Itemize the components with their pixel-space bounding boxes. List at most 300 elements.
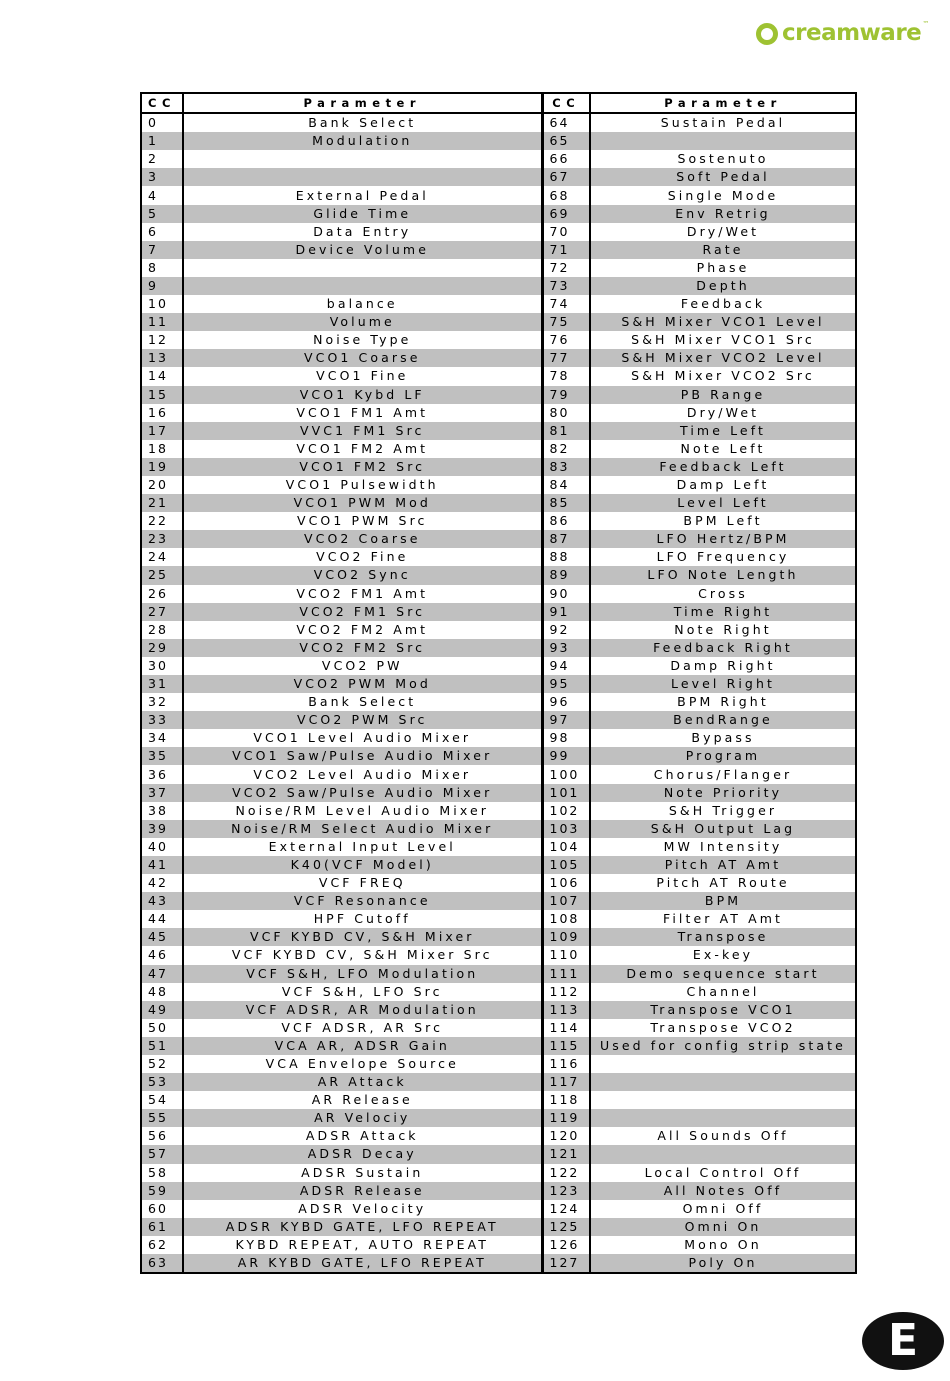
table-row bbox=[141, 186, 856, 204]
cc-number-left: 10 bbox=[141, 295, 183, 313]
parameter-left: ADSR KYBD GATE, LFO REPEAT bbox=[183, 1218, 542, 1236]
cc-number-right: 106 bbox=[542, 874, 590, 892]
parameter-right: Env Retrig bbox=[590, 205, 856, 223]
cc-number-left: 54 bbox=[141, 1091, 183, 1109]
parameter-right: Note Left bbox=[680, 440, 766, 456]
cc-number-left: 11 bbox=[141, 313, 183, 331]
cc-number-left: 7 bbox=[141, 241, 183, 259]
table-row bbox=[141, 639, 856, 657]
parameter-right: PB Range bbox=[590, 386, 856, 404]
cc-number-right: 66 bbox=[542, 150, 590, 168]
cc-number-left: 3 bbox=[141, 168, 183, 186]
table-row bbox=[141, 1182, 856, 1200]
cc-number-left: 55 bbox=[141, 1109, 183, 1127]
header-cc-right: CC bbox=[542, 93, 590, 113]
cc-number-right: 93 bbox=[542, 639, 590, 657]
parameter-left: VCF FREQ bbox=[183, 874, 542, 892]
cc-number-right: 97 bbox=[542, 711, 590, 729]
parameter-right: Bypass bbox=[691, 730, 755, 746]
cc-number-right: 75 bbox=[542, 313, 590, 331]
table-row bbox=[141, 548, 856, 566]
table-row bbox=[141, 838, 856, 856]
cc-number-right: 81 bbox=[542, 422, 590, 440]
parameter-left: VCO2 Level Audio Mixer bbox=[183, 765, 542, 783]
parameter-left: AR KYBD GATE, LFO REPEAT bbox=[183, 1254, 542, 1273]
cc-number-left: 63 bbox=[141, 1254, 183, 1273]
table-row bbox=[141, 1200, 856, 1218]
cc-number-right: 80 bbox=[542, 404, 590, 422]
parameter-left: ADSR Release bbox=[183, 1182, 542, 1200]
midi-cc-table bbox=[140, 92, 857, 1274]
table-row bbox=[141, 386, 856, 404]
cc-number-left: 6 bbox=[141, 223, 183, 241]
parameter-right bbox=[590, 1109, 856, 1127]
parameter-left: VCO1 Pulsewidth bbox=[183, 476, 542, 494]
header-parameter-left: Parameter bbox=[183, 93, 542, 113]
cc-number-right: 103 bbox=[542, 820, 590, 838]
table-row bbox=[141, 512, 856, 530]
parameter-left: Device Volume bbox=[183, 241, 542, 259]
parameter-right: Soft Pedal bbox=[590, 168, 856, 186]
table-row bbox=[141, 1055, 856, 1073]
cc-number-right: 86 bbox=[542, 512, 590, 530]
table-row bbox=[141, 1091, 856, 1109]
table-row bbox=[141, 1254, 856, 1273]
parameter-left: VCO2 Saw/Pulse Audio Mixer bbox=[183, 784, 542, 802]
cc-number-left: 2 bbox=[141, 150, 183, 168]
cc-number-right: 95 bbox=[542, 675, 590, 693]
cc-number-right: 107 bbox=[542, 892, 590, 910]
cc-number-right: 108 bbox=[542, 910, 590, 928]
cc-number-right: 119 bbox=[542, 1109, 590, 1127]
parameter-left: Glide Time bbox=[183, 205, 542, 223]
table-row bbox=[141, 874, 856, 892]
parameter-left: Data Entry bbox=[183, 223, 542, 241]
cc-number-right: 109 bbox=[542, 928, 590, 946]
table-row bbox=[141, 476, 856, 494]
table-row bbox=[141, 928, 856, 946]
table-row bbox=[141, 856, 856, 874]
cc-number-left: 34 bbox=[141, 729, 183, 747]
cc-number-left: 49 bbox=[141, 1001, 183, 1019]
parameter-left: Bank Select bbox=[183, 693, 542, 711]
parameter-left: VCO2 PWM Mod bbox=[183, 675, 542, 693]
cc-number-right: 68 bbox=[542, 186, 590, 204]
parameter-right: Ex-key bbox=[692, 947, 754, 963]
parameter-left: VCO1 FM2 Amt bbox=[183, 440, 542, 458]
table-row bbox=[141, 113, 856, 132]
parameter-left: VCO2 FM2 Amt bbox=[183, 621, 542, 639]
parameter-right: Depth bbox=[590, 277, 856, 295]
parameter-left bbox=[183, 277, 542, 295]
cc-number-right: 104 bbox=[542, 838, 590, 856]
parameter-left: Noise/RM Level Audio Mixer bbox=[183, 802, 542, 820]
parameter-left: VCF S&H, LFO Src bbox=[183, 983, 542, 1001]
cc-number-left: 52 bbox=[141, 1055, 183, 1073]
parameter-right: Damp Right bbox=[670, 657, 776, 673]
cc-number-right: 124 bbox=[542, 1200, 590, 1218]
table-row bbox=[141, 458, 856, 476]
parameter-right: Sostenuto bbox=[677, 151, 769, 167]
cc-number-right: 84 bbox=[542, 476, 590, 494]
table-row bbox=[141, 1164, 856, 1182]
cc-number-right: 105 bbox=[542, 856, 590, 874]
parameter-right: Local Control Off bbox=[644, 1164, 802, 1180]
table-row bbox=[141, 711, 856, 729]
parameter-left: VCO2 Sync bbox=[183, 566, 542, 584]
cc-number-right: 82 bbox=[542, 440, 590, 458]
parameter-left: VCF Resonance bbox=[183, 892, 542, 910]
table-row bbox=[141, 765, 856, 783]
parameter-left: VCF KYBD CV, S&H Mixer Src bbox=[183, 946, 542, 964]
cc-number-left: 15 bbox=[141, 386, 183, 404]
table-row bbox=[141, 132, 856, 150]
table-row bbox=[141, 983, 856, 1001]
cc-number-right: 111 bbox=[542, 965, 590, 983]
table-row bbox=[141, 277, 856, 295]
parameter-right: LFO Frequency bbox=[656, 549, 790, 565]
parameter-right: MW Intensity bbox=[663, 838, 783, 854]
parameter-right: Rate bbox=[590, 241, 856, 259]
cc-number-left: 5 bbox=[141, 205, 183, 223]
cc-number-left: 61 bbox=[141, 1218, 183, 1236]
language-badge: E bbox=[862, 1312, 944, 1370]
cc-number-left: 21 bbox=[141, 494, 183, 512]
header-parameter-right: Parameter bbox=[590, 93, 856, 113]
parameter-right: Chorus/Flanger bbox=[653, 766, 793, 782]
parameter-left: VCO2 PW bbox=[183, 657, 542, 675]
table-row bbox=[141, 892, 856, 910]
parameter-left: ADSR Attack bbox=[183, 1127, 542, 1145]
table-row bbox=[141, 1236, 856, 1254]
cc-number-left: 56 bbox=[141, 1127, 183, 1145]
parameter-right: Level Left bbox=[590, 494, 856, 512]
cc-number-left: 14 bbox=[141, 367, 183, 385]
parameter-left: VCO2 PWM Src bbox=[183, 711, 542, 729]
cc-number-left: 46 bbox=[141, 946, 183, 964]
table-row bbox=[141, 150, 856, 168]
cc-number-left: 32 bbox=[141, 693, 183, 711]
parameter-right: LFO Hertz/BPM bbox=[590, 530, 856, 548]
cc-number-left: 29 bbox=[141, 639, 183, 657]
parameter-left: Bank Select bbox=[183, 113, 542, 132]
cc-number-left: 50 bbox=[141, 1019, 183, 1037]
table-row bbox=[141, 603, 856, 621]
cc-number-right: 117 bbox=[542, 1073, 590, 1091]
parameter-right: S&H Mixer VCO1 Level bbox=[590, 313, 856, 331]
cc-number-left: 0 bbox=[141, 113, 183, 132]
cc-number-right: 64 bbox=[542, 113, 590, 132]
parameter-right: BendRange bbox=[590, 711, 856, 729]
cc-number-left: 57 bbox=[141, 1145, 183, 1163]
parameter-left: HPF Cutoff bbox=[183, 910, 542, 928]
cc-number-left: 58 bbox=[141, 1164, 183, 1182]
parameter-left: VVC1 FM1 Src bbox=[183, 422, 542, 440]
parameter-right: Feedback bbox=[680, 296, 766, 312]
cc-number-right: 94 bbox=[542, 657, 590, 675]
parameter-left: VCO2 FM1 Src bbox=[183, 603, 542, 621]
table-row bbox=[141, 946, 856, 964]
parameter-right: Pitch AT Amt bbox=[590, 856, 856, 874]
parameter-right: BPM bbox=[590, 892, 856, 910]
cc-number-left: 13 bbox=[141, 349, 183, 367]
parameter-right: Pitch AT Route bbox=[656, 875, 790, 891]
table-row bbox=[141, 1127, 856, 1145]
cc-number-right: 122 bbox=[542, 1164, 590, 1182]
parameter-left: K40(VCF Model) bbox=[183, 856, 542, 874]
cc-number-right: 100 bbox=[542, 765, 590, 783]
cc-number-left: 51 bbox=[141, 1037, 183, 1055]
parameter-left bbox=[183, 259, 542, 277]
parameter-right: Note Priority bbox=[590, 784, 856, 802]
parameter-left: VCO1 Saw/Pulse Audio Mixer bbox=[183, 747, 542, 765]
cc-number-right: 73 bbox=[542, 277, 590, 295]
parameter-right: Dry/Wet bbox=[686, 223, 760, 239]
cc-number-right: 96 bbox=[542, 693, 590, 711]
parameter-left: VCO2 FM1 Amt bbox=[183, 585, 542, 603]
parameter-right: Demo sequence start bbox=[590, 965, 856, 983]
cc-number-right: 121 bbox=[542, 1145, 590, 1163]
cc-number-right: 115 bbox=[542, 1037, 590, 1055]
table-row bbox=[141, 331, 856, 349]
cc-number-right: 88 bbox=[542, 548, 590, 566]
cc-number-left: 38 bbox=[141, 802, 183, 820]
parameter-right bbox=[590, 1073, 856, 1091]
parameter-right: S&H Trigger bbox=[668, 802, 778, 818]
parameter-right: S&H Mixer VCO2 Level bbox=[590, 349, 856, 367]
cc-number-right: 98 bbox=[542, 729, 590, 747]
parameter-left: KYBD REPEAT, AUTO REPEAT bbox=[183, 1236, 542, 1254]
parameter-left: VCF KYBD CV, S&H Mixer bbox=[183, 928, 542, 946]
cc-number-left: 28 bbox=[141, 621, 183, 639]
table-row bbox=[141, 440, 856, 458]
cc-number-left: 62 bbox=[141, 1236, 183, 1254]
table-body bbox=[141, 113, 856, 1273]
table-row bbox=[141, 422, 856, 440]
parameter-right bbox=[590, 132, 856, 150]
parameter-right: Omni Off bbox=[682, 1200, 764, 1216]
parameter-left: Noise Type bbox=[183, 331, 542, 349]
cc-number-right: 123 bbox=[542, 1182, 590, 1200]
table-row bbox=[141, 404, 856, 422]
cc-number-right: 65 bbox=[542, 132, 590, 150]
cc-number-left: 23 bbox=[141, 530, 183, 548]
parameter-left: VCO1 FM2 Src bbox=[183, 458, 542, 476]
table-row bbox=[141, 349, 856, 367]
parameter-right: BPM Left bbox=[683, 513, 763, 529]
parameter-left: VCF S&H, LFO Modulation bbox=[183, 965, 542, 983]
parameter-left: ADSR Decay bbox=[183, 1145, 542, 1163]
parameter-right: Transpose VCO2 bbox=[650, 1019, 796, 1035]
cc-number-right: 77 bbox=[542, 349, 590, 367]
cc-number-left: 12 bbox=[141, 331, 183, 349]
table-row bbox=[141, 566, 856, 584]
parameter-left: VCO1 PWM Src bbox=[183, 512, 542, 530]
cc-number-right: 69 bbox=[542, 205, 590, 223]
table-row bbox=[141, 621, 856, 639]
parameter-left bbox=[183, 150, 542, 168]
parameter-right: Time Right bbox=[590, 603, 856, 621]
table-row bbox=[141, 367, 856, 385]
cc-number-right: 67 bbox=[542, 168, 590, 186]
table-header-row bbox=[141, 93, 856, 113]
parameter-left: VCA AR, ADSR Gain bbox=[183, 1037, 542, 1055]
cc-number-left: 18 bbox=[141, 440, 183, 458]
parameter-right: Feedback Right bbox=[590, 639, 856, 657]
table-row bbox=[141, 747, 856, 765]
parameter-left: VCO1 Fine bbox=[183, 367, 542, 385]
cc-number-right: 125 bbox=[542, 1218, 590, 1236]
cc-number-right: 74 bbox=[542, 295, 590, 313]
parameter-left: VCO2 Coarse bbox=[183, 530, 542, 548]
parameter-left: VCO1 PWM Mod bbox=[183, 494, 542, 512]
table-row bbox=[141, 1019, 856, 1037]
cc-number-right: 91 bbox=[542, 603, 590, 621]
parameter-left: VCO1 Level Audio Mixer bbox=[183, 729, 542, 747]
table-row bbox=[141, 205, 856, 223]
cc-number-left: 4 bbox=[141, 186, 183, 204]
parameter-right: Note Right bbox=[674, 621, 772, 637]
parameter-left: VCO1 Coarse bbox=[183, 349, 542, 367]
parameter-right: Single Mode bbox=[667, 187, 779, 203]
table-row bbox=[141, 313, 856, 331]
cc-number-left: 43 bbox=[141, 892, 183, 910]
cc-number-left: 48 bbox=[141, 983, 183, 1001]
cc-number-right: 116 bbox=[542, 1055, 590, 1073]
cc-number-right: 89 bbox=[542, 566, 590, 584]
table-row bbox=[141, 259, 856, 277]
logo-trademark: ™ bbox=[922, 20, 930, 28]
cc-number-left: 53 bbox=[141, 1073, 183, 1091]
parameter-left: VCF ADSR, AR Modulation bbox=[183, 1001, 542, 1019]
parameter-left: Modulation bbox=[183, 132, 542, 150]
parameter-right: Dry/Wet bbox=[686, 404, 760, 420]
cc-number-right: 99 bbox=[542, 747, 590, 765]
logo-ring-icon bbox=[756, 23, 778, 45]
parameter-right: BPM Right bbox=[677, 694, 769, 710]
cc-number-left: 31 bbox=[141, 675, 183, 693]
cc-number-left: 22 bbox=[141, 512, 183, 530]
table-row bbox=[141, 784, 856, 802]
table-row bbox=[141, 494, 856, 512]
cc-number-left: 40 bbox=[141, 838, 183, 856]
parameter-right: Transpose VCO1 bbox=[590, 1001, 856, 1019]
parameter-right: Time Left bbox=[590, 422, 856, 440]
table-row bbox=[141, 693, 856, 711]
logo-text: creamware bbox=[782, 20, 922, 46]
cc-number-right: 83 bbox=[542, 458, 590, 476]
parameter-right bbox=[590, 1055, 856, 1073]
table-row bbox=[141, 241, 856, 259]
parameter-left bbox=[183, 168, 542, 186]
cc-number-right: 126 bbox=[542, 1236, 590, 1254]
cc-number-right: 112 bbox=[542, 983, 590, 1001]
cc-number-left: 47 bbox=[141, 965, 183, 983]
cc-number-left: 25 bbox=[141, 566, 183, 584]
parameter-right: Damp Left bbox=[676, 477, 770, 493]
parameter-left: VCO1 FM1 Amt bbox=[183, 404, 542, 422]
cc-number-left: 41 bbox=[141, 856, 183, 874]
table-row bbox=[141, 1109, 856, 1127]
table-row bbox=[141, 295, 856, 313]
cc-number-right: 127 bbox=[542, 1254, 590, 1273]
cc-number-right: 113 bbox=[542, 1001, 590, 1019]
parameter-right: Used for config strip state bbox=[590, 1037, 856, 1055]
cc-number-left: 9 bbox=[141, 277, 183, 295]
cc-number-right: 90 bbox=[542, 585, 590, 603]
table-row bbox=[141, 729, 856, 747]
table-row bbox=[141, 1037, 856, 1055]
table-row bbox=[141, 168, 856, 186]
table-row bbox=[141, 965, 856, 983]
header-cc-left: CC bbox=[141, 93, 183, 113]
table-row bbox=[141, 1073, 856, 1091]
cc-number-left: 19 bbox=[141, 458, 183, 476]
cc-number-left: 8 bbox=[141, 259, 183, 277]
parameter-left: VCO1 Kybd LF bbox=[183, 386, 542, 404]
parameter-left: ADSR Sustain bbox=[183, 1164, 542, 1182]
parameter-right: Phase bbox=[696, 259, 750, 275]
parameter-left: Volume bbox=[183, 313, 542, 331]
parameter-left: VCO2 FM2 Src bbox=[183, 639, 542, 657]
parameter-left: Noise/RM Select Audio Mixer bbox=[183, 820, 542, 838]
cc-number-left: 59 bbox=[141, 1182, 183, 1200]
parameter-left: VCO2 Fine bbox=[183, 548, 542, 566]
parameter-right: Omni On bbox=[590, 1218, 856, 1236]
parameter-right: LFO Note Length bbox=[590, 566, 856, 584]
parameter-right: All Sounds Off bbox=[657, 1128, 789, 1144]
parameter-right: Channel bbox=[686, 983, 760, 999]
parameter-right: Sustain Pedal bbox=[660, 115, 786, 131]
parameter-left: AR Attack bbox=[183, 1073, 542, 1091]
cc-number-left: 1 bbox=[141, 132, 183, 150]
parameter-right: Poly On bbox=[590, 1254, 856, 1273]
cc-number-left: 24 bbox=[141, 548, 183, 566]
table-row bbox=[141, 530, 856, 548]
cc-number-right: 102 bbox=[542, 802, 590, 820]
parameter-right: Level Right bbox=[590, 675, 856, 693]
parameter-left: External Pedal bbox=[183, 186, 542, 204]
cc-number-right: 118 bbox=[542, 1091, 590, 1109]
cc-number-left: 33 bbox=[141, 711, 183, 729]
parameter-right: Cross bbox=[698, 585, 748, 601]
table-row bbox=[141, 223, 856, 241]
cc-number-right: 71 bbox=[542, 241, 590, 259]
table-row bbox=[141, 1001, 856, 1019]
cc-number-left: 27 bbox=[141, 603, 183, 621]
table-row bbox=[141, 1145, 856, 1163]
cc-number-left: 35 bbox=[141, 747, 183, 765]
cc-number-right: 114 bbox=[542, 1019, 590, 1037]
parameter-right bbox=[590, 1145, 856, 1163]
cc-number-left: 30 bbox=[141, 657, 183, 675]
cc-number-left: 37 bbox=[141, 784, 183, 802]
cc-number-left: 16 bbox=[141, 404, 183, 422]
table-row bbox=[141, 802, 856, 820]
cc-number-left: 60 bbox=[141, 1200, 183, 1218]
cc-number-right: 78 bbox=[542, 367, 590, 385]
table-row bbox=[141, 1218, 856, 1236]
cc-number-left: 44 bbox=[141, 910, 183, 928]
parameter-left: VCA Envelope Source bbox=[183, 1055, 542, 1073]
cc-number-right: 70 bbox=[542, 223, 590, 241]
cc-number-right: 120 bbox=[542, 1127, 590, 1145]
parameter-right: Filter AT Amt bbox=[662, 911, 784, 927]
table-row bbox=[141, 820, 856, 838]
cc-number-left: 42 bbox=[141, 874, 183, 892]
parameter-right: Transpose bbox=[590, 928, 856, 946]
cc-number-right: 101 bbox=[542, 784, 590, 802]
